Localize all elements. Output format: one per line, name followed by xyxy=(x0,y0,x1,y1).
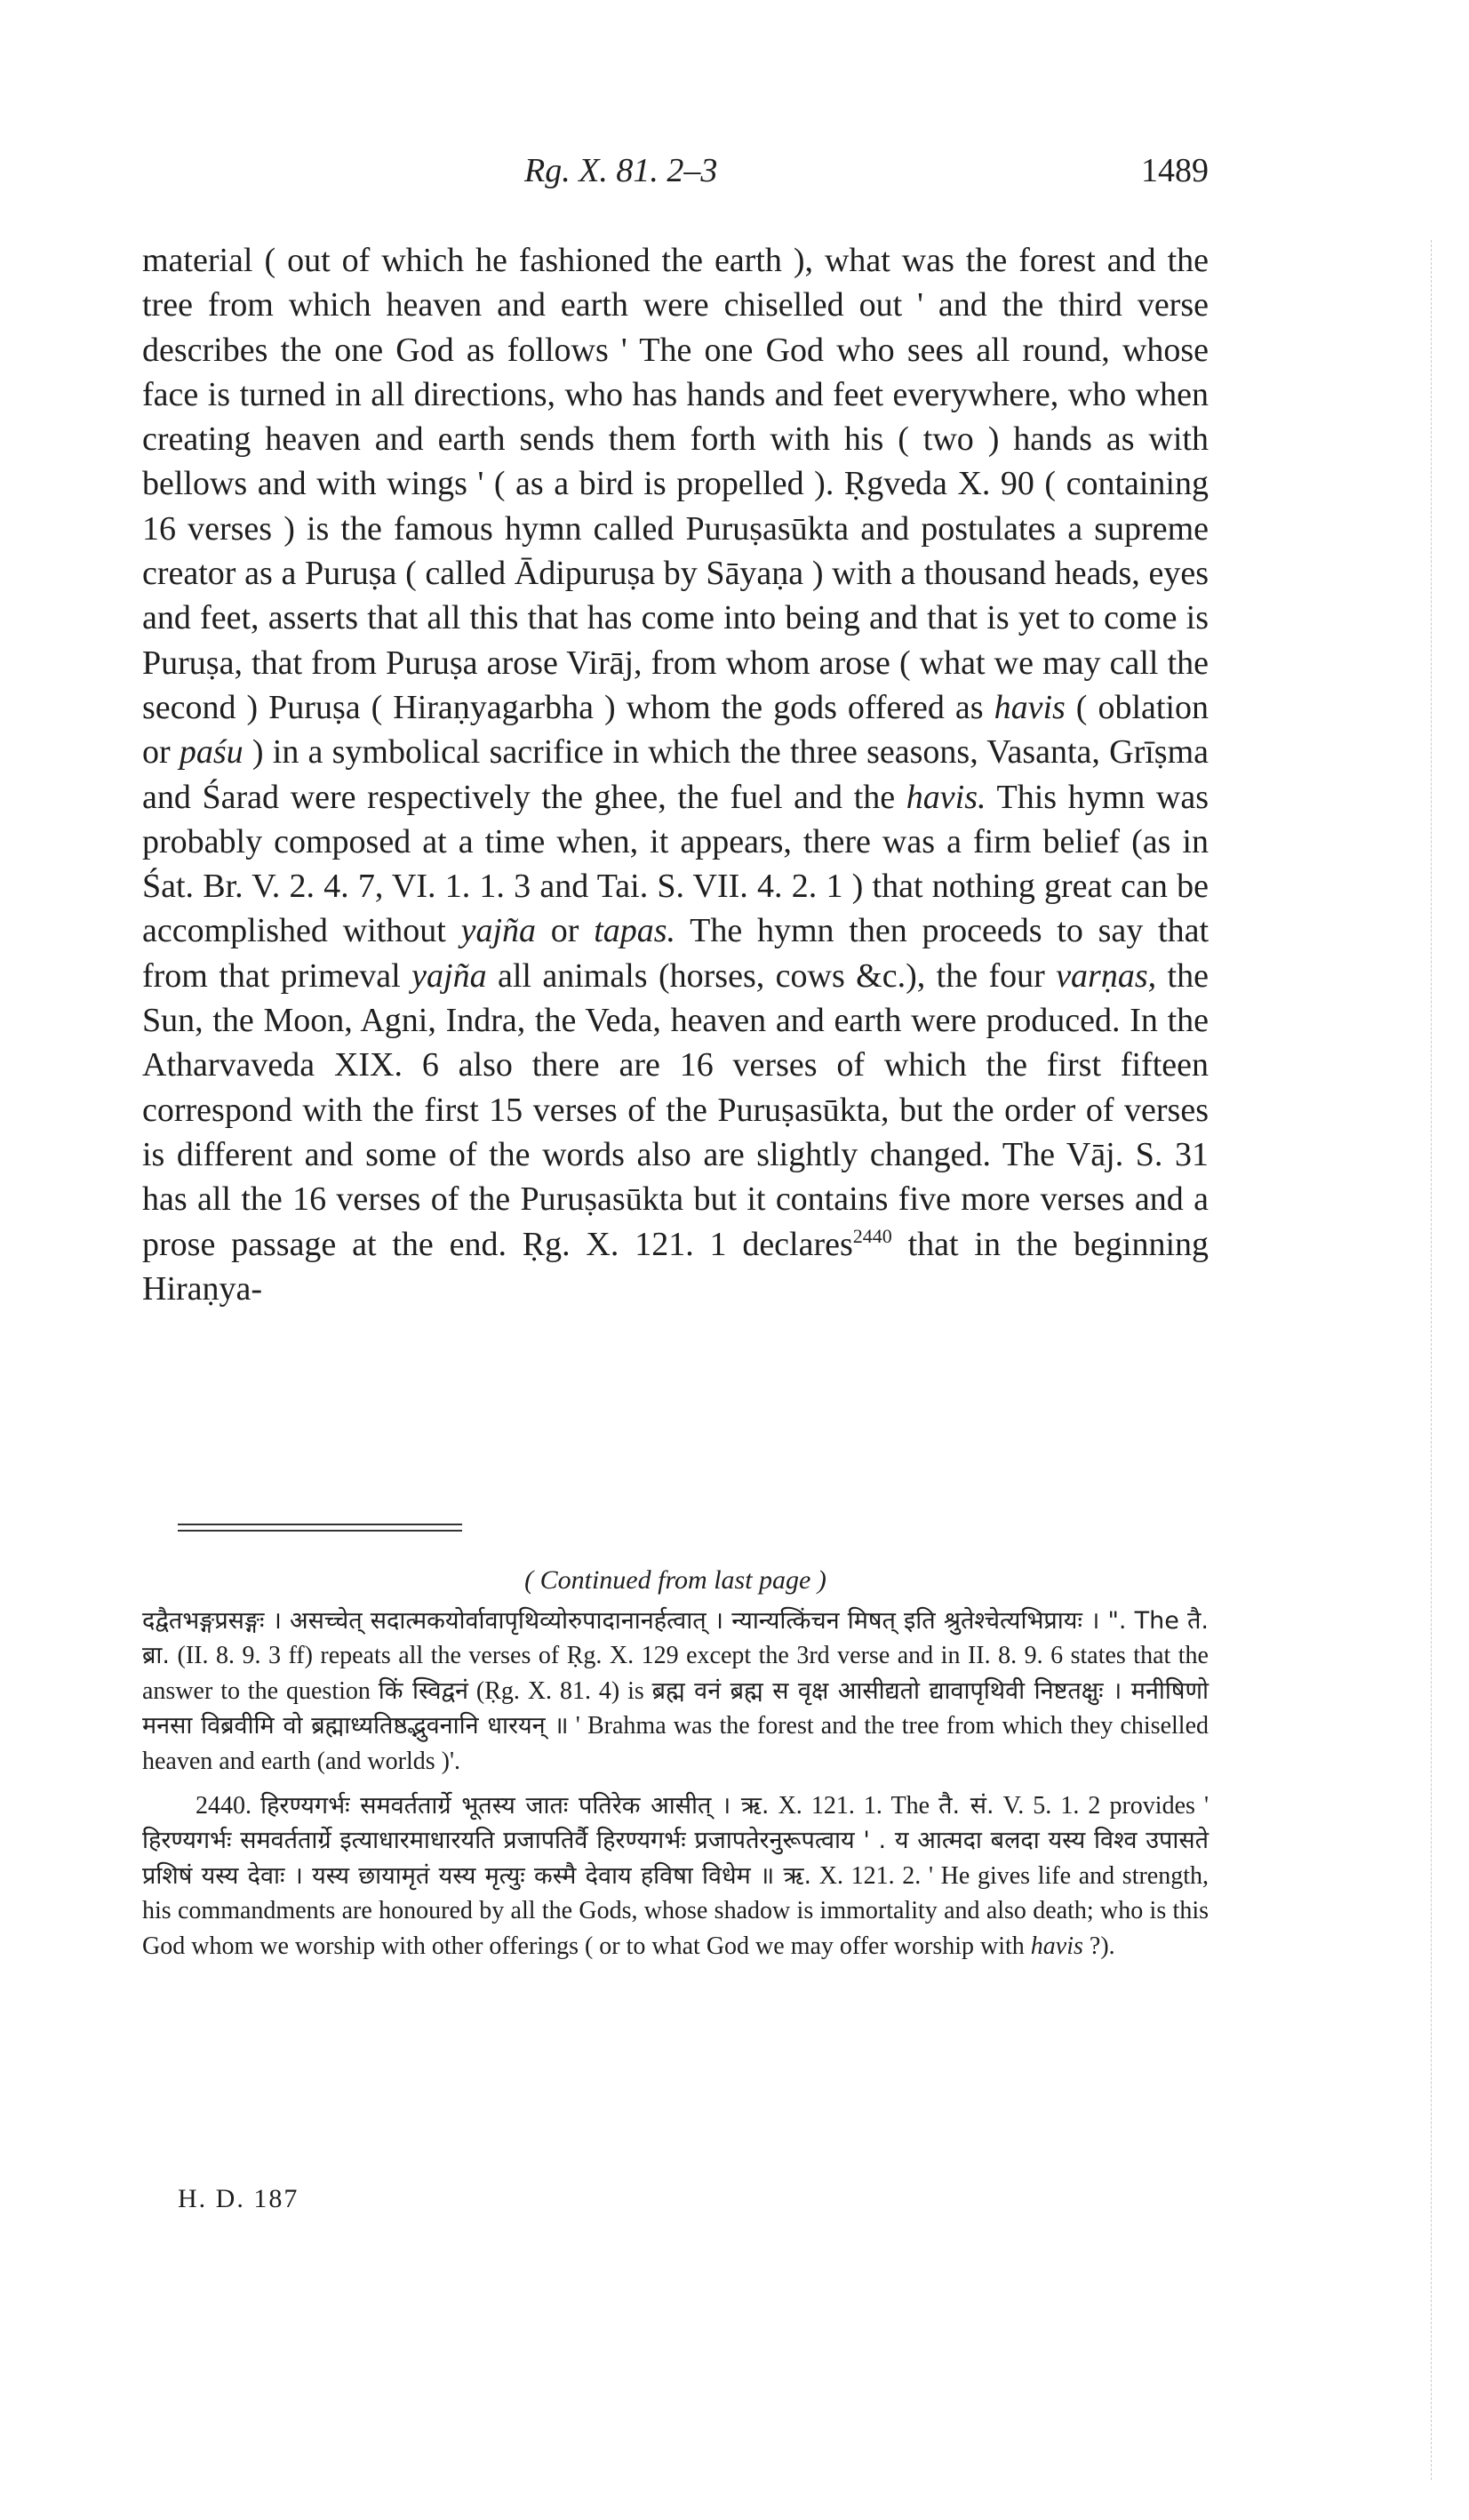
body-text-segment: material ( out of which he fashioned the earth ), what was the forest and the tree from which heaven and earth were chiselled out ' and the third verse describes the one God as follows ' The one God who sees all round, whose face is turned in all directions, who has hands and feet everywhere, who when creating heaven and earth sends them forth with his ( two ) hands as with bellows and with wings ' ( as a bird is propelled ). Ṛgveda X. 90 ( containing 16 verses ) is the famous hymn called Puruṣasūkta and postulates a supreme creator as a Puruṣa ( called Ādipuruṣa by Sāyaṇa ) with a thousand heads, eyes and feet, asserts that all this that has come into being and that is yet to come is Puruṣa, that from Puruṣa arose Virāj, from whom arose ( what we may call the second ) Puruṣa ( Hiraṇyagarbha ) whom the gods offered as xyxy=(142,242,1209,726)
continued-footnote xyxy=(142,1604,1209,1780)
margin-scan-marks xyxy=(1431,240,1433,2480)
footnote-text: X. 121. 2. ' He gives life and strength, his commandments are honoured by all the Gods, whose shadow is immortality and also death; who is this God whom we worship with other offerings ( or to what God we may offer worship with xyxy=(142,1861,1209,1960)
devanagari-text: तै. ब्रा. xyxy=(142,1606,1209,1670)
footnote-text: ?). xyxy=(1082,1932,1115,1960)
footnotes xyxy=(142,1563,1209,1964)
italic-term-tapas: tapas. xyxy=(594,912,676,950)
devanagari-text: किं स्विद्वनं xyxy=(378,1676,469,1705)
body-text-segment: the Sun, the Moon, Agni, Indra, the Veda, heaven and earth were produced. In the Atharvaveda XIX. 6 also there are 16 verses of which the first fifteen correspond with the first 15 verses of the Puruṣasūkta, but the order of verses is different and some of the words also are slightly changed. The Vāj. S. 31 has all the 16 verses of the Puruṣasūkta but it contains five more verses and a prose passage at the end. Ṛg. X. 121. 1 declares xyxy=(142,956,1209,1263)
body-text-segment: ( oblation or xyxy=(142,688,1209,772)
devanagari-text: तै. सं. xyxy=(938,1791,994,1820)
devanagari-text: दद्वैतभङ्गप्रसङ्गः । असच्चेत् सदात्मकयोर्वावापृथिव्योरुपादानानर्हत्वात् । न्यान्यत्किंचन मिषत् इति श्रुतेश्चेत्यभिप्रायः । ". The xyxy=(142,1606,1188,1635)
footnote-text: V. 5. 1. 2 provides ' xyxy=(994,1791,1210,1820)
italic-term-varnas: varṇas, xyxy=(1056,956,1157,995)
continued-note: ( Continued from last page ) xyxy=(524,1565,826,1595)
footnote-number: 2440. xyxy=(196,1791,251,1820)
footnote-2440 xyxy=(142,1788,1209,1964)
page-number: 1489 xyxy=(1141,152,1209,189)
italic-term-havis: havis xyxy=(1030,1932,1083,1960)
body-text-segment: that in the beginning Hiraṇya- xyxy=(142,1225,1210,1308)
italic-term-havis: havis. xyxy=(906,778,986,816)
italic-term-pasu: paśu xyxy=(179,733,244,772)
running-head xyxy=(142,151,1209,201)
footnote-reference[interactable]: 2440 xyxy=(852,1224,892,1247)
body-text-segment: ) in a symbolical sacrifice in which the three seasons, Vasanta, Grīṣma and Śarad were respectively the ghee, the fuel and the xyxy=(142,733,1210,816)
body-text-segment: This hymn was probably composed at a time when, it appears, there was a firm belief (as in Śat. Br. V. 2. 4. 7, VI. 1. 1. 3 and Tai. S. VII. 4. 2. 1 ) that nothing great can be accomplished without xyxy=(142,778,1210,950)
devanagari-text: ब्रह्म वनं ब्रह्म स वृक्ष आसीद्यतो द्यावापृथिवी निष्टतक्षुः । मनीषिणो मनसा विब्रवीमि वो ब्रह्माध्यतिष्ठद्भुवनानि धारयन् ॥ xyxy=(142,1676,1209,1740)
devanagari-text: हिरण्यगर्भः समवर्ततार्ग्रे भूतस्य जातः पतिरेक आसीत् । ऋ. xyxy=(260,1791,770,1820)
italic-term-yajna: yajña xyxy=(411,956,487,995)
footnote-text: (Ṛg. X. 81. 4) is xyxy=(468,1676,652,1705)
italic-term-yajna: yajña xyxy=(460,912,537,950)
italic-term-havis: havis xyxy=(994,688,1066,726)
body-text-segment: all animals (horses, cows &c.), the four xyxy=(486,956,1057,995)
footnote-rule xyxy=(178,1524,462,1525)
footnote-rule xyxy=(178,1530,462,1532)
footnote-text: ' Brahma was the forest and the tree from which they chiselled heaven and earth (and worlds )'. xyxy=(142,1712,1210,1775)
footnote-text: (II. 8. 9. 3 ff) repeats all the verses of Ṛg. X. 129 except the 3rd verse and in II. 8. 9. 6 states that the answer to the question xyxy=(142,1642,1209,1705)
main-paragraph xyxy=(142,238,1209,1311)
signature-mark: H. D. 187 xyxy=(178,2184,299,2213)
body-text-segment: The hymn then proceeds to say that from that primeval xyxy=(142,912,1210,995)
footnote-text: X. 121. 1. The xyxy=(769,1791,939,1820)
running-title: Rg. X. 81. 2–3 xyxy=(524,152,718,189)
body-text-segment: or xyxy=(536,912,595,950)
devanagari-text: हिरण्यगर्भः समवर्ततार्ग्रे इत्याधारमाधारयति प्रजापतिर्वै हिरण्यगर्भः प्रजापतेरनुरूपत्वाय ' . य आत्मदा बलदा यस्य विश्व उपासते प्रशिषं यस्य देवाः । यस्य छायामृतं यस्य मृत्युः कस्मै देवाय हविषा विधेम ॥ ऋ. xyxy=(142,1827,1209,1890)
